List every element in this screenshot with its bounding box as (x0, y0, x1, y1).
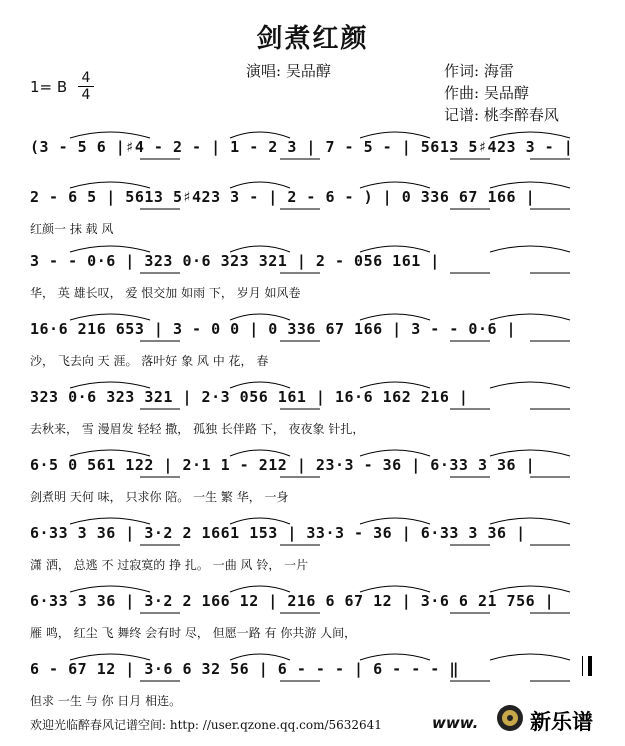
slur (490, 246, 570, 252)
notation-line: 16·6 216 653 | 3 - 0 0 | 0 336 67 166 | 3 - - 0·6 | (30, 320, 517, 338)
lyric-line: 剑煮明 天何 味， 只求你 陪。 一生 繁 华， 一身 (30, 490, 289, 504)
underline-marks (30, 543, 590, 553)
underline-marks (30, 207, 590, 217)
underline-marks (30, 679, 590, 689)
lyric-line: 华， 英 雄长叹， 爱 恨交加 如雨 下， 岁月 如风卷 (30, 286, 301, 300)
lyric-line: 但求 一生 与 你 日月 相连。 (30, 694, 182, 708)
lyric-line: 雁 鸣， 红尘 飞 舞终 会有时 尽， 但愿一路 有 你共游 人间， (30, 626, 357, 640)
underline-marks (30, 475, 590, 485)
slur (490, 654, 570, 660)
lyric-line: 沙， 飞去向 天 涯。 落叶好 象 风 中 花， 春 (30, 354, 269, 368)
lyric-line: 潇 洒， 总逃 不 过寂寞的 挣 扎。 一曲 风 铃， 一片 (30, 558, 309, 572)
key-signature: 1= B (30, 78, 68, 96)
time-signature-bottom: 4 (78, 86, 94, 103)
underline-marks (30, 407, 590, 417)
notation-line: (3 - 5 6 |♯4 - 2 - | 1 - 2 3 | 7 - 5 - | 5613 5♯423 3 - | (30, 138, 574, 156)
logo-text: 新乐谱 (530, 710, 593, 734)
slur (490, 382, 570, 388)
underline-marks (30, 271, 590, 281)
composer-credit: 作曲: 吴品醇 (444, 84, 529, 102)
footer-text: 欢迎光临醉春风记谱空间: http: //user.qzone.qq.com/5632641 (30, 718, 382, 732)
footer-www: www. (432, 714, 479, 732)
lyricist-credit: 作词: 海雷 (444, 62, 514, 80)
underline-marks (30, 157, 590, 167)
time-signature (78, 70, 94, 103)
music-disc-icon (496, 704, 524, 732)
underline-marks (30, 611, 590, 621)
notation-line: 6·33 3 36 | 3·2 2 166 12 | 216 6 67 12 | 3·6 6 21 756 | (30, 592, 555, 610)
final-barline-thick (588, 656, 592, 676)
time-signature-top: 4 (81, 70, 91, 86)
lyric-line: 去秋来， 雪 漫眉发 轻轻 撒， 孤独 长伴路 下， 夜夜象 针扎， (30, 422, 365, 436)
underline-marks (30, 339, 590, 349)
notation-line: 323 0·6 323 321 | 2·3 056 161 | 16·6 162 216 | (30, 388, 469, 406)
notation-line: 6·5 0 561 122 | 2·1 1 - 212 | 23·3 - 36 | 6·33 3 36 | (30, 456, 536, 474)
notation-line: 6 - 67 12 | 3·6 6 32 56 | 6 - - - | 6 - - - ‖ (30, 660, 459, 678)
singer-credit: 演唱: 吴品醇 (246, 62, 331, 80)
song-title: 剑煮红颜 (256, 24, 369, 54)
notation-line: 3 - - 0·6 | 323 0·6 323 321 | 2 - 056 161 | (30, 252, 440, 270)
lyric-line: 红颜一 抹 载 风 (30, 222, 114, 236)
notation-line: 6·33 3 36 | 3·2 2 1661 153 | 33·3 - 36 | 6·33 3 36 | (30, 524, 526, 542)
notation-line: 2 - 6 5 | 5613 5♯423 3 - | 2 - 6 - ) | 0 336 67 166 | (30, 188, 536, 206)
transcriber-credit: 记谱: 桃李醉春风 (444, 106, 559, 124)
final-barline-thin (582, 656, 583, 676)
